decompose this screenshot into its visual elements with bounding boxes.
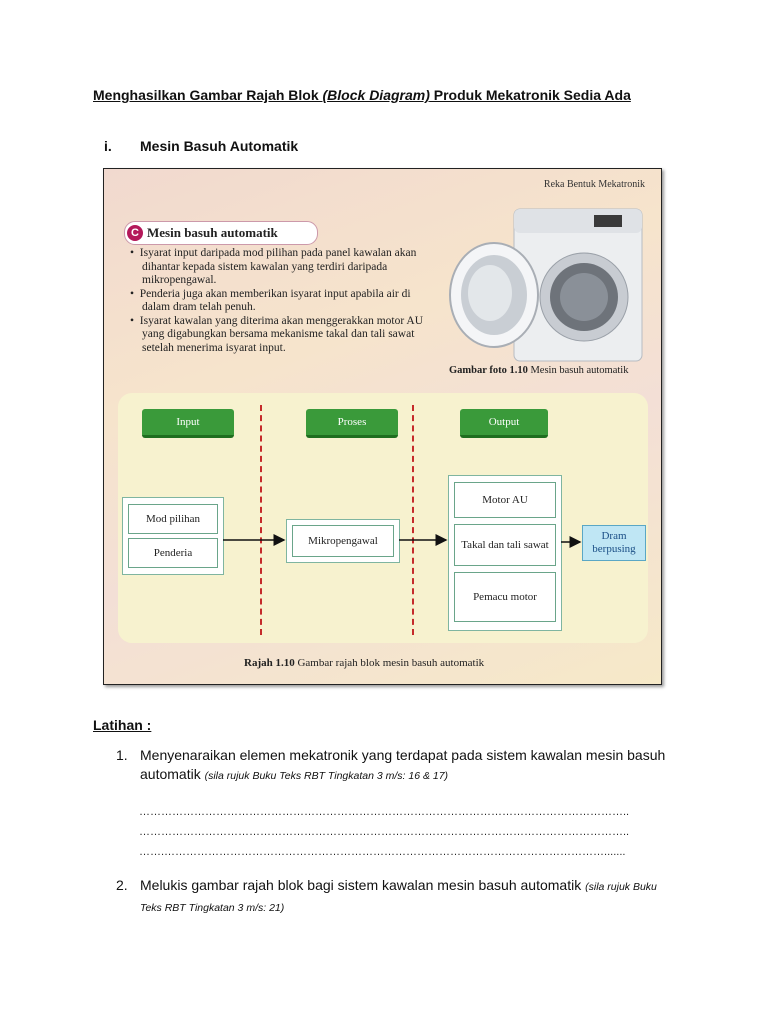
answer-line[interactable]: …………………………………………………………………………………………………………………….. <box>139 806 630 818</box>
page-heading: Menghasilkan Gambar Rajah Blok (Block Diagram) Produk Mekatronik Sedia Ada <box>93 87 631 103</box>
block-diagram <box>118 393 648 643</box>
block-dram-berpusing: Dram berpusing <box>582 525 646 561</box>
block-mikropengawal: Mikropengawal <box>292 525 394 557</box>
block-motor-au: Motor AU <box>454 482 556 518</box>
answer-line[interactable]: …………………………………………………………………………………………………………………….. <box>139 826 630 838</box>
diagram-arrows <box>118 393 648 643</box>
question-1: 1. Menyenaraikan elemen mekatronik yang terdapat pada sistem kawalan mesin basuh automatik (sila rujuk Buku Teks RBT Tingkatan 3 m/s: 16 & 17) <box>116 747 666 782</box>
exercise-title: Latihan : <box>93 717 152 733</box>
section-icon: C <box>127 225 143 241</box>
block-mod-pilihan: Mod pilihan <box>128 504 218 534</box>
diagram-caption: Rajah 1.10 Gambar rajah blok mesin basuh automatik <box>244 657 485 669</box>
bullet-item: • Isyarat input daripada mod pilihan pada panel kawalan akan dihantar kepada sistem kawalan yang terdiri daripada mikropengawal. <box>130 247 417 286</box>
header-output: Output <box>460 409 548 438</box>
textbook-photo <box>103 168 662 685</box>
washing-machine-image <box>444 205 644 365</box>
answer-line[interactable]: …….…………………………………………………………………………………………………………....... <box>139 846 626 858</box>
section-title: i. Mesin Basuh Automatik <box>104 138 299 154</box>
bullet-item: • Isyarat kawalan yang diterima akan menggerakkan motor AU yang digabungkan bersama mekanisme takal dan tali sawat setelah menerima isyarat input. <box>130 314 424 354</box>
question-2: 2. Melukis gambar rajah blok bagi sistem kawalan mesin basuh automatik (sila rujuk Buku Teks RBT Tingkatan 3 m/s: 21) <box>116 877 657 914</box>
book-section-tag: Reka Bentuk Mekatronik <box>543 179 645 190</box>
header-input: Input <box>142 409 234 438</box>
block-pemacu-motor: Pemacu motor <box>454 572 556 622</box>
header-process: Proses <box>306 409 398 438</box>
block-takal-tali-sawat: Takal dan tali sawat <box>454 524 556 566</box>
info-bullets <box>128 247 428 355</box>
info-box-title: C Mesin basuh automatik <box>124 221 318 245</box>
bullet-item: • Penderia juga akan memberikan isyarat input apabila air di dalam dram telah penuh. <box>130 287 411 313</box>
photo-caption: Gambar foto 1.10 Mesin basuh automatik <box>449 365 629 376</box>
block-penderia: Penderia <box>128 538 218 568</box>
